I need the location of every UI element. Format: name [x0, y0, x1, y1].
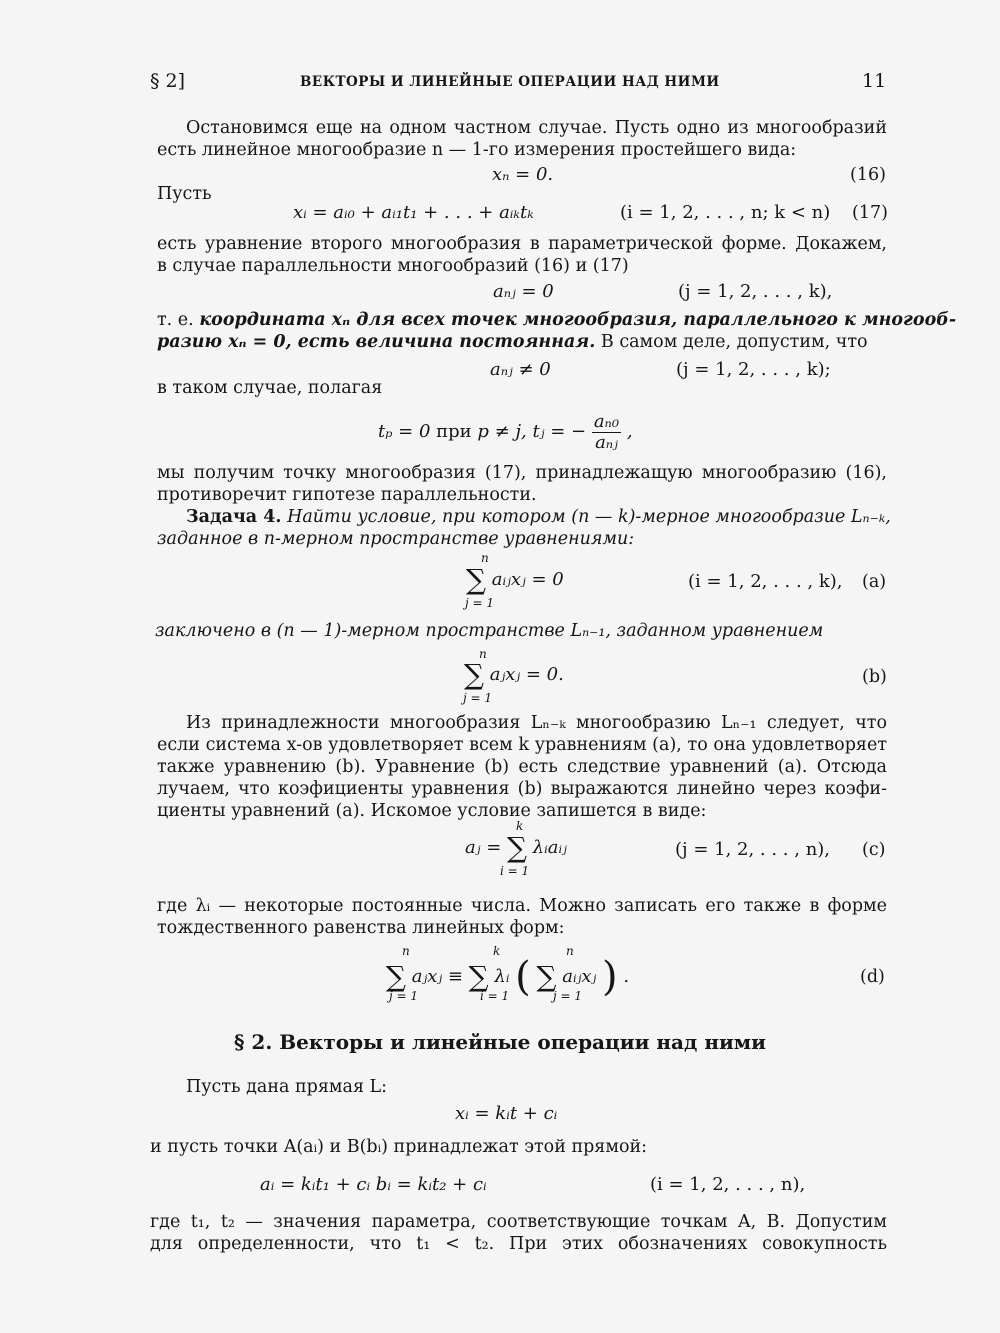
sigma-symbol: ∑	[468, 960, 489, 993]
eq-part: .	[623, 966, 630, 987]
equation-number: (a)	[862, 572, 887, 592]
equation-ab: aᵢ = kᵢt₁ + cᵢ bᵢ = kᵢt₂ + cᵢ	[260, 1174, 487, 1195]
task-label: Задача 4.	[186, 507, 282, 527]
eq-part: aᵢⱼxⱼ	[562, 966, 597, 987]
text-run-italic: координата xₙ для всех точек многообразия, параллельного к многооб-	[199, 310, 957, 330]
section-heading: § 2. Векторы и линейные операции над ними	[234, 1030, 766, 1054]
text-line: мы получим точку многообразия (17), принадлежащую многообразию (16),	[157, 463, 887, 483]
left-paren: (	[515, 954, 531, 1000]
text-line: лучаем, что коэфициенты уравнения (b) выражаются линейно через коэфи-	[157, 779, 887, 799]
text-line: есть уравнение второго многообразия в параметрической форме. Докажем,	[157, 234, 887, 254]
sigma-symbol: ∑	[507, 831, 528, 864]
sigma-symbol: ∑	[536, 960, 557, 993]
text-line: в таком случае, полагая	[157, 378, 383, 398]
sum-upper-limit: k	[516, 819, 524, 833]
sum-upper-limit: n	[566, 944, 574, 958]
equation-b	[464, 658, 564, 691]
sum-lower-limit: j = 1	[389, 989, 419, 1003]
fraction	[592, 412, 621, 453]
text-line: где t₁, t₂ — значения параметра, соответствующие точкам A, B. Допустим	[150, 1212, 887, 1232]
eq-part: λᵢaᵢⱼ	[532, 837, 567, 858]
text-line: Пусть	[157, 184, 212, 204]
text-run: В самом деле, допустим, что	[600, 332, 868, 352]
equation-line: xᵢ = kᵢt + cᵢ	[455, 1103, 558, 1124]
equation-number: (17)	[852, 203, 888, 223]
equation-condition: (i = 1, 2, . . . , k),	[688, 571, 843, 592]
equation-number: (d)	[860, 967, 885, 987]
eq-part: ,	[626, 421, 633, 442]
sum-lower-limit: i = 1	[480, 989, 510, 1003]
text-line: и пусть точки A(aᵢ) и B(bᵢ) принадлежат этой прямой:	[150, 1137, 648, 1157]
eq-part: aⱼxⱼ = 0.	[489, 664, 564, 685]
eq-part: при	[436, 421, 472, 442]
text-run-italic: разию xₙ = 0, есть величина постоянная.	[157, 332, 596, 352]
eq-part: aⱼxⱼ ≡	[411, 966, 463, 987]
text-line	[157, 309, 957, 331]
text-line: где λᵢ — некоторые постоянные числа. Можно записать его также в форме	[157, 896, 887, 916]
equation-17: xᵢ = aᵢ₀ + aᵢ₁t₁ + . . . + aᵢₖtₖ	[293, 202, 534, 223]
text-line: также уравнению (b). Уравнение (b) есть следствие уравнений (a). Отсюда	[157, 757, 887, 777]
text-line: есть линейное многообразие n — 1-го измерения простейшего вида:	[157, 140, 797, 160]
eq-part: aⱼ =	[465, 837, 502, 858]
header-section-ref: § 2]	[150, 70, 186, 92]
equation-condition: (j = 1, 2, . . . , n),	[675, 839, 831, 860]
sum-lower-limit: j = 1	[553, 989, 583, 1003]
text-line: в случае параллельности многообразий (16) и (17)	[157, 256, 629, 276]
equation-16: xₙ = 0.	[492, 164, 554, 185]
sigma-symbol: ∑	[464, 658, 484, 691]
text-line	[157, 331, 868, 353]
text-line: Остановимся еще на одном частном случае. Пусть одно из многообразий	[186, 118, 887, 138]
text-run-italic: Найти условие, при котором (n — k)-мерное многообразие Lₙ₋ₖ,	[287, 507, 891, 527]
equation-number: (b)	[862, 667, 887, 687]
eq-part: tₚ = 0	[378, 421, 431, 442]
sum-lower-limit: j = 1	[465, 596, 495, 610]
text-line: если система x-ов удовлетворяет всем k уравнениям (a), то она удовлетворяет	[157, 735, 887, 755]
eq-part: λᵢ	[494, 966, 510, 987]
sum-upper-limit: n	[402, 944, 410, 958]
text-line	[186, 506, 891, 528]
sigma-symbol: ∑	[386, 960, 406, 993]
page-number: 11	[862, 70, 887, 92]
header-title: ВЕКТОРЫ И ЛИНЕЙНЫЕ ОПЕРАЦИИ НАД НИМИ	[300, 74, 720, 90]
sigma-symbol: ∑	[466, 563, 486, 596]
equation-number: (c)	[862, 840, 886, 860]
sum-upper-limit: n	[481, 551, 489, 565]
text-line: тождественного равенства линейных форм:	[157, 918, 565, 938]
eq-part: aᵢⱼxⱼ = 0	[491, 569, 564, 590]
text-line: заданное в n-мерном пространстве уравнениями:	[157, 529, 635, 549]
equation-anj: aₙⱼ = 0	[493, 281, 554, 302]
equation-a	[466, 563, 564, 596]
text-line: для определенности, что t₁ < t₂. При этих обозначениях совокупность	[150, 1234, 887, 1254]
text-run: т. е.	[157, 310, 194, 330]
equation-number: (16)	[850, 165, 886, 185]
sum-upper-limit: n	[479, 647, 487, 661]
fraction-denominator: aₙⱼ	[595, 431, 618, 453]
sum-lower-limit: i = 1	[500, 864, 530, 878]
text-line: Из принадлежности многообразия Lₙ₋ₖ многообразию Lₙ₋₁ следует, что	[186, 713, 887, 733]
right-paren: )	[602, 954, 618, 1000]
equation-tp	[378, 410, 633, 454]
text-line: Пусть дана прямая L:	[186, 1077, 388, 1097]
text-line: противоречит гипотезе параллельности.	[157, 485, 537, 505]
text-line: циенты уравнений (a). Искомое условие запишется в виде:	[157, 801, 707, 821]
equation-anj-ne: aₙⱼ ≠ 0	[490, 359, 551, 380]
fraction-numerator: aₙ₀	[593, 410, 620, 432]
equation-c	[465, 831, 567, 864]
eq-part: p ≠ j, tⱼ = −	[477, 421, 587, 442]
equation-condition: (j = 1, 2, . . . , k);	[676, 359, 831, 380]
sum-upper-limit: k	[493, 944, 501, 958]
sum-lower-limit: j = 1	[463, 691, 493, 705]
equation-condition: (i = 1, 2, . . . , n; k < n)	[620, 202, 831, 223]
text-line: заключено в (n — 1)-мерном пространстве Lₙ₋₁, заданном уравнением	[155, 621, 824, 641]
equation-condition: (j = 1, 2, . . . , k),	[678, 281, 833, 302]
equation-condition: (i = 1, 2, . . . , n),	[650, 1174, 806, 1195]
